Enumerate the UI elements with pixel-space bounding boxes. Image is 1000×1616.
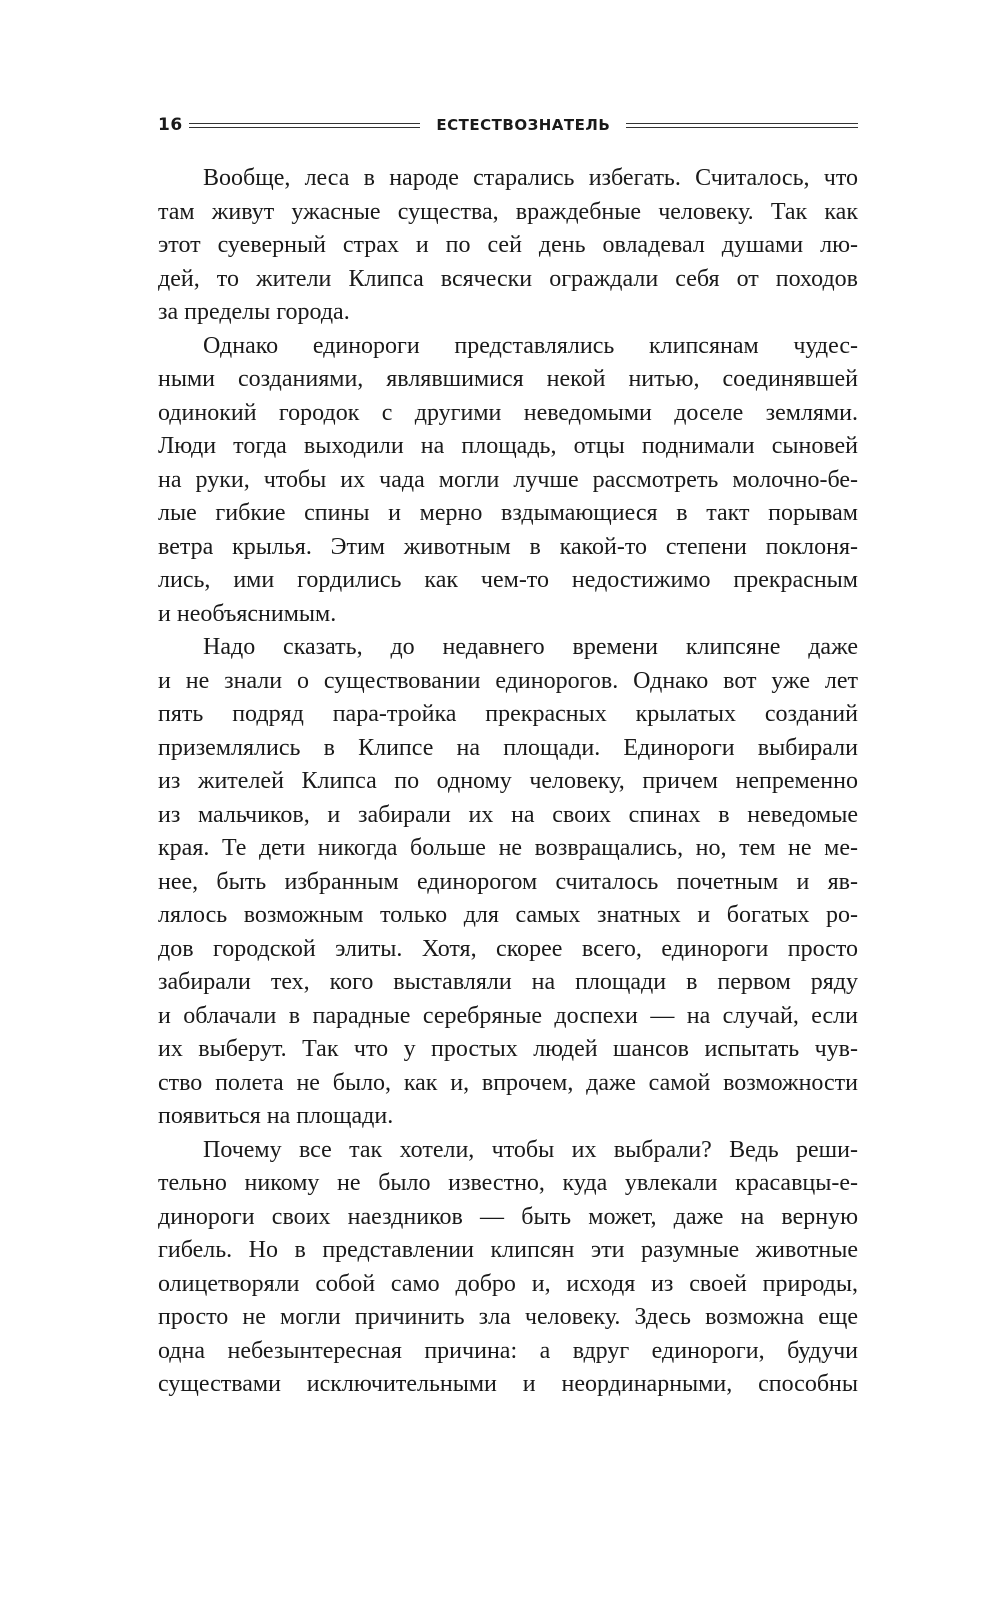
text-line: дов городской элиты. Хотя, скорее всего, единороги просто <box>158 935 858 962</box>
text-line: динороги своих наездников — быть может, даже на верную <box>158 1203 858 1230</box>
header-rule-right <box>626 123 858 128</box>
text-line: одна небезынтересная причина: а вдруг единороги, будучи <box>158 1337 858 1364</box>
text-line: появиться на площади. <box>158 1103 394 1129</box>
text-line: и необъяснимым. <box>158 600 337 627</box>
text-line: там живут ужасные существа, враждебные человеку. Так как <box>158 198 858 225</box>
text-line: просто не могли причинить зла человеку. Здесь возможна еще <box>158 1304 858 1330</box>
text-line: из мальчиков, и забирали их на своих спинах в неведомые <box>158 801 858 828</box>
text-line: Почему все так хотели, чтобы их выбрали? Ведь реши- <box>203 1136 858 1163</box>
text-line: гибель. Но в представлении клипсян эти разумные животные <box>158 1237 858 1263</box>
paragraph <box>158 631 858 1134</box>
text-line: лялось возможным только для самых знатных и богатых ро- <box>158 902 858 928</box>
paragraph <box>158 162 858 330</box>
text-line: пять подряд пара-тройка прекрасных крылатых созданий <box>158 701 858 727</box>
text-line: этот суеверный страх и по сей день овладевал душами лю- <box>158 232 858 258</box>
text-line: Однако единороги представлялись клипсянам чудес- <box>203 332 858 359</box>
running-title: ЕСТЕСТВОЗНАТЕЛЬ <box>436 116 611 134</box>
text-line: одинокий городок с другими неведомыми доселе землями. <box>158 399 858 426</box>
text-line: нее, быть избранным единорогом считалось почетным и яв- <box>158 868 858 895</box>
header-rule-left <box>189 123 421 128</box>
text-line: забирали тех, кого выставляли на площади в первом ряду <box>158 969 858 995</box>
body-text <box>158 162 858 1402</box>
running-header <box>158 113 858 137</box>
page-number: 16 <box>158 115 183 135</box>
text-line: существами исключительными и неординарными, способны <box>158 1371 858 1397</box>
paragraph <box>158 330 858 632</box>
text-line: Вообще, леса в народе старались избегать. Считалось, что <box>203 165 858 191</box>
text-line: на руки, чтобы их чада могли лучше рассмотреть молочно-бе- <box>158 466 858 493</box>
text-line: и не знали о существовании единорогов. Однако вот уже лет <box>158 667 858 694</box>
text-line: их выберут. Так что у простых людей шансов испытать чув- <box>158 1036 858 1062</box>
paragraph <box>158 1134 858 1402</box>
text-line: ветра крылья. Этим животным в какой-то степени поклоня- <box>158 533 858 560</box>
text-line: ство полета не было, как и, впрочем, даже самой возможности <box>158 1069 858 1096</box>
text-line: за пределы города. <box>158 299 350 325</box>
text-line: Люди тогда выходили на площадь, отцы поднимали сыновей <box>158 433 858 459</box>
text-line: ными созданиями, являвшимися некой нитью, соединявшей <box>158 366 858 392</box>
text-line: дей, то жители Клипса всячески ограждали себя от походов <box>158 265 858 292</box>
text-line: приземлялись в Клипсе на площади. Единороги выбирали <box>158 734 858 761</box>
text-line: лые гибкие спины и мерно вздымающиеся в такт порывам <box>158 500 858 526</box>
text-line: и облачали в парадные серебряные доспехи — на случай, если <box>158 1002 858 1029</box>
text-line: лись, ими гордились как чем-то недостижимо прекрасным <box>158 567 858 593</box>
text-line: Надо сказать, до недавнего времени клипсяне даже <box>203 634 858 660</box>
text-line: края. Те дети никогда больше не возвращались, но, тем не ме- <box>158 835 858 861</box>
text-line: тельно никому не было известно, куда увлекали красавцы-е- <box>158 1170 858 1196</box>
text-line: из жителей Клипса по одному человеку, причем непременно <box>158 768 858 794</box>
text-line: олицетворяли собой само добро и, исходя из своей природы, <box>158 1270 858 1297</box>
